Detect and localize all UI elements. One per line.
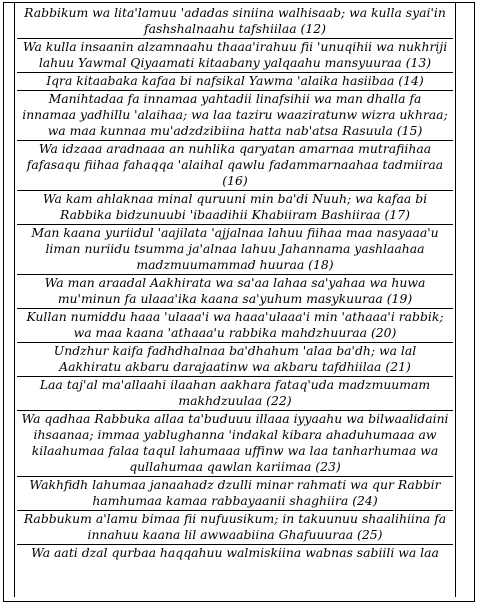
verse-23: Wa qadhaa Rabbuka allaa ta'buduuu illaaa iyyaahu wa bilwaalidaini ihsaanaa; immaa yablughanna 'indakal kibara ahaduhumaaa aw kilaahumaa falaa taqul lahumaaa uffinw wa laa tanharhumaa wa qullahumaa qawlan kariimaa (23) xyxy=(17,411,453,477)
verse-16: Wa idzaaa aradnaaa an nuhlika qaryatan amarnaa mutrafiihaa fafasaqu fiihaa fahaqqa 'alaihal qawlu fadammarnaahaa tadmiiraa (16) xyxy=(17,141,453,191)
verse-17: Wa kam ahlaknaa minal quruuni min ba'di Nuuh; wa kafaa bi Rabbika bidzunuubi 'ibaadihii Khabiiram Bashiiraa (17) xyxy=(17,191,453,225)
verse-15: Manihtadaa fa innamaa yahtadii linafsihii wa man dhalla fa innamaa yadhillu 'alaihaa; wa laa taziru waaziratunw wizra ukhraa; wa maa kunnaa mu'adzdzibiina hatta nab'atsa Rasuula (15) xyxy=(17,91,453,141)
verse-21: Undzhur kaifa fadhdhalnaa ba'dhahum 'alaa ba'dh; wa lal Aakhiratu akbaru darajaatinw wa akbaru tafdhiilaa (21) xyxy=(17,343,453,377)
verse-26: Wa aati dzal qurbaa haqqahuu walmiskiina wabnas sabiili wa laa xyxy=(31,545,439,560)
verse-19: Wa man araadal Aakhirata wa sa'aa lahaa sa'yahaa wa huwa mu'minun fa ulaaa'ika kaana sa'yuhum masykuuraa (19) xyxy=(17,275,453,309)
verse-list xyxy=(17,5,453,562)
verse-24: Wakhfidh lahumaa janaahadz dzulli minar rahmati wa qur Rabbir hamhumaa kamaa rabbayaanii shaghiira (24) xyxy=(17,477,453,511)
verse-18: Man kaana yuriidul 'aajilata 'ajjalnaa lahuu fiihaa maa nasyaaa'u liman nuriidu tsumma ja'alnaa lahuu Jahannama yashlaahaa madzmuumammad huuraa (18) xyxy=(17,225,453,275)
verse-20: Kullan numiddu haaa 'ulaaa'i wa haaa'ulaaa'i min 'athaaa'i rabbik; wa maa kaana 'athaaa'u rabbika mahdzhuuraa (20) xyxy=(17,309,453,343)
verse-13: Wa kulla insaanin alzamnaahu thaaa'irahuu fii 'unuqihii wa nukhriji lahuu Yawmal Qiyaamati kitaabany yalqaahu mansyuuraa (13) xyxy=(17,39,453,73)
verse-25: Rabbukum a'lamu bimaa fii nufuusikum; in takuunuu shaalihiina fa innahuu kaana lil awwaabiina Ghafuuuraa (25) xyxy=(17,511,453,545)
verse-22: Laa taj'al ma'allaahi ilaahan aakhara fataq'uda madzmuumam makhdzuulaa (22) xyxy=(17,377,453,411)
verse-14: Iqra kitaabaka kafaa bi nafsikal Yawma 'alaika hasiibaa (14) xyxy=(17,73,453,91)
verse-12: Rabbikum wa lita'lamuu 'adadas siniina walhisaab; wa kulla syai'in fashshalnaahu tafshiilaa (12) xyxy=(17,5,453,39)
